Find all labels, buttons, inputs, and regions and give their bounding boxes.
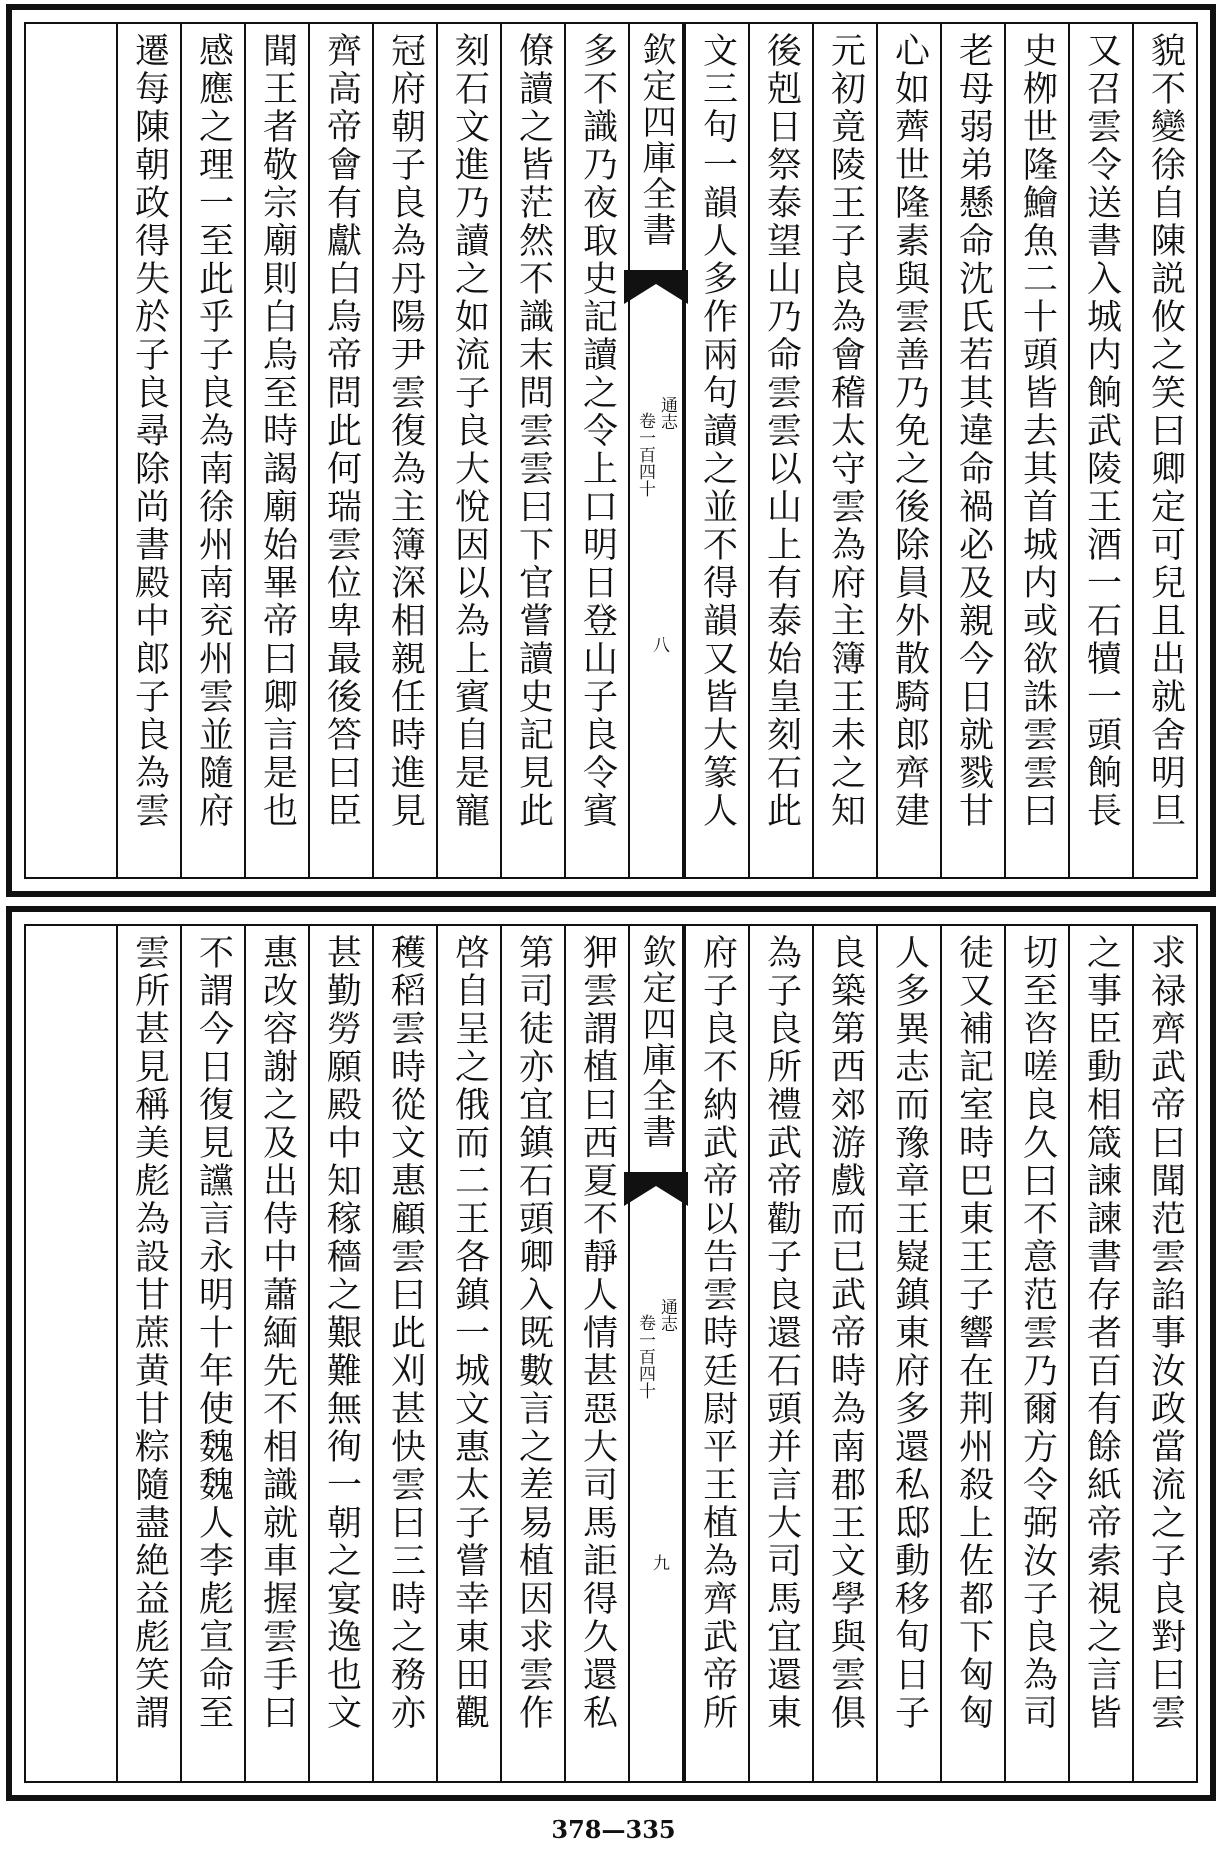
text-column — [1132, 24, 1196, 877]
column-text: 遷每陳朝政得失於子良尋除尚書殿中郎子良為雲 — [129, 32, 170, 830]
lower-page-frame — [24, 924, 1198, 1783]
column-text: 為子良所禮武帝勸子良還石頭并言大司馬宜還東 — [761, 934, 802, 1732]
column-text: 感應之理一至此乎子良為南徐州南兖州雲並隨府 — [193, 32, 234, 830]
column-text: 元初竟陵王子良為會稽太守雲為府主簿王未之知 — [825, 32, 866, 830]
column-text: 切至咨嗟良久曰不意范雲乃爾方令弼汝子良為司 — [1017, 934, 1058, 1732]
text-column — [500, 926, 564, 1781]
upper-page — [6, 4, 1216, 897]
column-text: 又召雲令送書入城内餉武陵王酒一石犢一頭餉長 — [1081, 32, 1122, 830]
column-text: 老母弱弟懸命沈氏若其違命禍必及親今日就戮甘 — [953, 32, 994, 830]
column-text: 不謂今日復見讜言永明十年使魏魏人李彪宣命至 — [193, 934, 234, 1732]
text-column — [684, 24, 748, 877]
text-column — [116, 24, 180, 877]
column-text: 聞王者敬宗廟則白烏至時謁廟始畢帝曰卿言是也 — [257, 32, 298, 830]
text-column — [1068, 926, 1132, 1781]
text-column — [372, 926, 436, 1781]
column-text: 冠府朝子良為丹陽尹雲復為主簿深相親任時進見 — [385, 32, 426, 830]
text-column — [1068, 24, 1132, 877]
text-column — [876, 926, 940, 1781]
text-column — [564, 24, 628, 877]
column-text: 貌不變徐自陳説攸之笑曰卿定可兒且出就舍明旦 — [1145, 32, 1186, 830]
fishtail-mark-icon — [624, 270, 688, 304]
column-text: 之事臣動相箴諫諫書存者百有餘紙帝索視之言皆 — [1081, 934, 1122, 1732]
text-column — [812, 926, 876, 1781]
column-text: 穫稻雲時從文惠顧雲曰此刈甚快雲曰三時之務亦 — [385, 934, 426, 1732]
column-text: 雲所甚見稱美彪為設甘蔗黄甘粽隨盡絶益彪笑謂 — [129, 934, 170, 1732]
text-column — [564, 926, 628, 1781]
column-text: 齊高帝會有獻白烏帝問此何瑞雲位卑最後答曰臣 — [321, 32, 362, 830]
text-column — [436, 24, 500, 877]
column-text: 第司徒亦宜鎮石頭卿入既數言之差易植因求雲作 — [513, 934, 554, 1732]
text-column — [1132, 926, 1196, 1781]
spine-page-number: 九 — [649, 1554, 669, 1571]
text-column — [372, 24, 436, 877]
spine-title: 欽定四庫全書 — [636, 934, 676, 1150]
text-column — [940, 24, 1004, 877]
spine-column — [628, 926, 684, 1781]
text-column — [244, 926, 308, 1781]
column-text: 惠改容謝之及出侍中蕭緬先不相識就車握雲手曰 — [257, 934, 298, 1732]
column-text: 刻石文進乃讀之如流子良大悅因以為上賓自是寵 — [449, 32, 490, 830]
column-text: 徒又補記室時巴東王子響在荆州殺上佐都下匈匈 — [953, 934, 994, 1732]
spine-book: 通志 — [657, 396, 677, 430]
text-column — [308, 24, 372, 877]
column-text: 求禄齊武帝曰聞范雲諂事汝政當流之子良對曰雲 — [1145, 934, 1186, 1732]
spine-title: 欽定四庫全書 — [636, 32, 676, 248]
spine-column — [628, 24, 684, 877]
text-column — [116, 926, 180, 1781]
text-column — [748, 926, 812, 1781]
text-column — [500, 24, 564, 877]
fishtail-mark-icon — [624, 1172, 688, 1206]
column-text: 多不識乃夜取史記讀之令上口明日登山子良令賓 — [577, 32, 618, 830]
spine-volume: 卷一百四十 — [635, 412, 655, 497]
spine-page-number: 八 — [649, 636, 669, 653]
column-text: 甚勤勞願殿中知稼穡之艱難無徇一朝之宴逸也文 — [321, 934, 362, 1732]
upper-page-frame — [24, 22, 1198, 879]
text-column — [1004, 926, 1068, 1781]
text-column — [244, 24, 308, 877]
column-text: 人多異志而豫章王嶷鎮東府多還私邸動移旬日子 — [889, 934, 930, 1732]
text-column — [308, 926, 372, 1781]
column-text: 啓自呈之俄而二王各鎮一城文惠太子嘗幸東田觀 — [449, 934, 490, 1732]
column-text: 文三句一韻人多作兩句讀之並不得韻又皆大篆人 — [697, 32, 738, 830]
column-text: 僚讀之皆茫然不識末問雲雲曰下官嘗讀史記見此 — [513, 32, 554, 830]
text-column — [180, 24, 244, 877]
text-column — [876, 24, 940, 877]
text-column — [1004, 24, 1068, 877]
column-text: 狎雲謂植曰西夏不靜人情甚惡大司馬詎得久還私 — [577, 934, 618, 1732]
column-text: 府子良不納武帝以告雲時廷尉平王植為齊武帝所 — [697, 934, 738, 1732]
column-text: 良築第西郊游戲而已武帝時為南郡王文學與雲俱 — [825, 934, 866, 1732]
spine-volume: 卷一百四十 — [635, 1314, 655, 1399]
lower-page — [6, 906, 1216, 1801]
spine-book: 通志 — [657, 1298, 677, 1332]
text-column — [436, 926, 500, 1781]
text-column — [684, 926, 748, 1781]
page-footer-number: 378—335 — [551, 1815, 676, 1844]
text-column — [812, 24, 876, 877]
column-text: 史栁世隆鱠魚二十頭皆去其首城内或欲誅雲雲曰 — [1017, 32, 1058, 830]
text-column — [180, 926, 244, 1781]
text-column — [940, 926, 1004, 1781]
text-column — [748, 24, 812, 877]
column-text: 心如薺世隆素與雲善乃免之後除員外散騎郎齊建 — [889, 32, 930, 830]
column-text: 後剋日祭泰望山乃命雲雲以山上有泰始皇刻石此 — [761, 32, 802, 830]
